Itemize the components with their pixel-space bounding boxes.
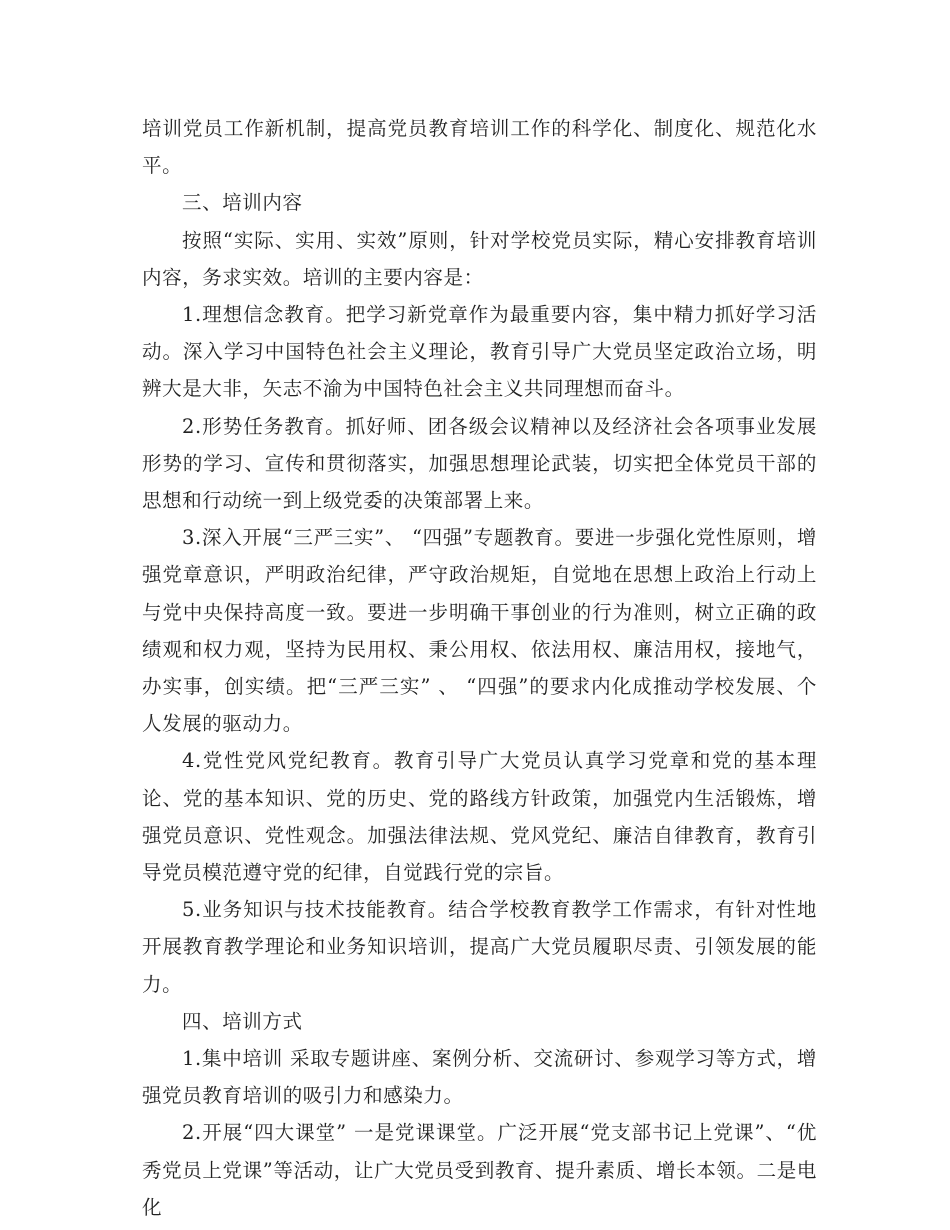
paragraph-item-1-ideals: 1.理想信念教育。把学习新党章作为最重要内容，集中精力抓好学习活动。深入学习中国特色社会主义理论，教育引导广大党员坚定政治立场，明辨大是大非，矢志不渝为中国特色社会主义共同理想而奋斗。 [142,303,817,401]
paragraph-intro-continuation: 培训党员工作新机制，提高党员教育培训工作的科学化、制度化、规范化水平。 [142,117,817,178]
paragraph-item-2-situation: 2.形势任务教育。抓好师、团各级会议精神以及经济社会各项事业发展形势的学习、宣传和贯彻落实，加强思想理论武装，切实把全体党员干部的思想和行动统一到上级党委的决策部署上来。 [142,414,817,513]
paragraph-method-1-centralized: 1.集中培训 采取专题讲座、案例分析、交流研讨、参观学习等方式，增强党员教育培训的吸引力和感染力。 [142,1047,817,1108]
paragraph-item-3-special-education: 3.深入开展“三严三实”、 “四强”专题教育。要进一步强化党性原则，增强党章意识，严明政治纪律，严守政治规矩，自觉地在思想上政治上行动上与党中央保持高度一致。要进一步明确干事创业的行为准则，树立正确的政绩观和权力观，坚持为民用权、秉公用权、依法用权、廉洁用权，接地气，办实事，创实绩。把“三严三实” 、 “四强”的要求内化成推动学校发展、个人发展的驱动力。 [142,526,817,736]
paragraph-principle: 按照“实际、实用、实效”原则，针对学校党员实际，精心安排教育培训内容，务求实效。培训的主要内容是： [142,228,817,289]
paragraph-item-5-skills: 5.业务知识与技术技能教育。结合学校教育教学工作需求，有针对性地开展教育教学理论和业务知识培训，提高广大党员履职尽责、引领发展的能力。 [142,898,817,996]
paragraph-item-4-party-discipline: 4.党性党风党纪教育。教育引导广大党员认真学习党章和党的基本理论、党的基本知识、党的历史、党的路线方针政策，加强党内生活锻炼，增强党员意识、党性观念。加强法律法规、党风党纪、廉洁自律教育，教育引导党员模范遵守党的纪律，自觉践行党的宗旨。 [142,749,817,885]
paragraph-method-2-four-classrooms: 2.开展“四大课堂” 一是党课课堂。广泛开展“党支部书记上党课”、“优秀党员上党课”等活动，让广大党员受到教育、提升素质、增长本领。二是电化 [142,1121,817,1219]
section-heading-training-content: 三、培训内容 [182,191,303,215]
section-heading-training-methods: 四、培训方式 [182,1009,303,1033]
document-body [142,110,817,1226]
